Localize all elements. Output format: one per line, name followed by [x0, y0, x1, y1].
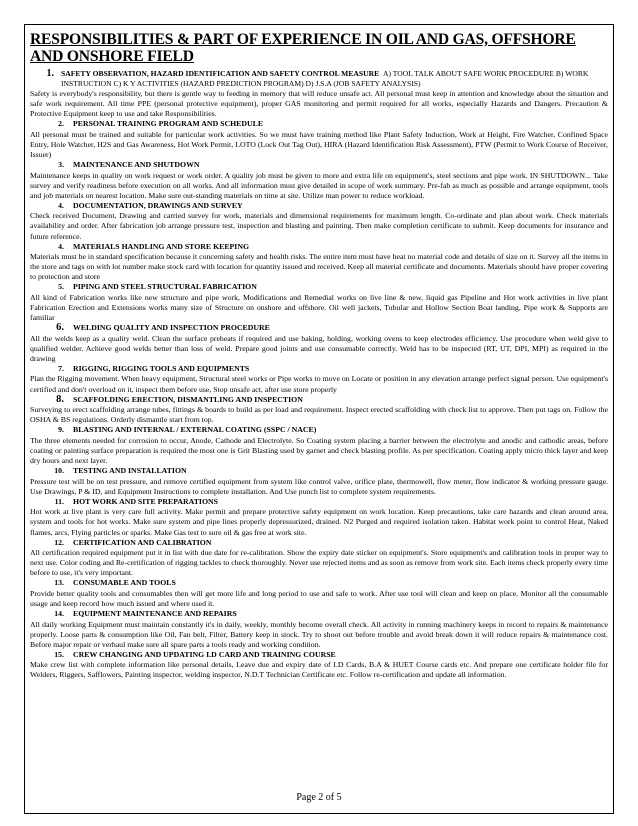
section-body-2: All personal must be trained and suitable for particular work activities. So we must have training method like Plant Safety Induction, Work at Height, Fire Watcher, Confined Space Entry, Hole Watcher, H2S and Gas Awareness, Hot Work Permit, LOTO (Lock Out Tag Out), HIRA (Hazard Identification Risk Assessment), PTW (Permit to Work Course of Receiver, Issuer) — [30, 129, 608, 159]
section-title: SAFETY OBSERVATION, HAZARD IDENTIFICATION AND SAFETY CONTROL MEASURE — [61, 69, 380, 78]
section-heading-6 — [44, 282, 608, 293]
section-number: 14. — [54, 609, 64, 619]
section-number: 2. — [58, 119, 64, 129]
section-heading-5 — [44, 242, 608, 253]
section-number: 4. — [58, 200, 64, 210]
section-number: 4. — [58, 241, 64, 251]
section-number: 3. — [58, 160, 64, 170]
section-heading-10 — [44, 425, 608, 436]
section-body-10: The three elements needed for corrosion to occur, Anode, Cathode and Electrolyte. So Coating system placing a barrier between the electrolyte and anodic and cathodic areas, before coating or painting surface preparation is required the most one is Grit Blasting used by garnet and check blasting profile. As per specification. Coating apply micro thick layer and keep dry hours and next layer. — [30, 435, 608, 466]
section-heading-4 — [44, 201, 608, 212]
section-body-4: Check received Document, Drawing and carried survey for work, materials and dimensional requirements for maximum length. Co-ordinate and plan about work. Check materials availability and order. After fabrication job arrange pressure test, inspection and blasting and painting. Then make completion certificate to submit. Keep documents for insurance and future reference. — [30, 211, 608, 241]
section-body-8: Plan the Rigging movement. When heavy equipment, Structural steel works or Pipe works to move on Locate or position in any elevation arrange perfect signal person. Use equipment's certified and don't overload on it, inspect them before use, Stop unsafe act, after use store properly — [30, 374, 608, 394]
section-title: BLASTING AND INTERNAL / EXTERNAL COATING (SSPC / NACE) — [73, 425, 317, 435]
section-body-1: Safety is everybody's responsibility, but there is gentle way to feeding in memory that will reduce unsafe act. All personal must keep in attention and knowledge about the situation and safe work requirement. All time PPE (personal protective equipment), proper GAS monitoring and permit required for all works, especially Hazards and Dangers. Precaution & Protective Equipment keep to use and take Responsibilities. — [30, 89, 608, 119]
page-content — [25, 25, 613, 681]
section-number: 11. — [54, 496, 64, 506]
section-body-12: Hot work at live plant is very care full activity. Make permit and prepare protective safety equipment on work location. Keep precautions, take care hazards and clean around area, system and tools for hot works. Make sure system and pipe lines properly depressurized, drained. N2 Purged and required isolation taken. Habitat work point to control Heat, Naked flames, arcs, Flying particles or sparks. Make Gas test to sure oil & gas free at work site. — [30, 507, 608, 537]
section-heading-15 — [44, 609, 608, 620]
section-body-15: All daily working Equipment must maintain constantly it's in daily, weekly, monthly become overall check. All activity in running machinery keeps in record to repairs & maintenance properly. Loose parts & consumption like Oil, Fan belt, Filter, Battery keep in stock. Try to shoot out before trouble and avoid break down it will reduce repairs & maintenance cost. Before major repair or verhaul make sure all spare parts a tools ready and working condition. — [30, 619, 608, 649]
section-body-14: Provide better quality tools and consumables then will get more life and long period to use and safe to work. After use tool will clean and keep on place. Monitor all the consumable usage and keep record how much issued and where used it. — [30, 588, 608, 608]
section-heading-3 — [44, 160, 608, 171]
section-heading-13 — [44, 538, 608, 549]
section-title: RIGGING, RIGGING TOOLS AND EQUIPMENTS — [73, 363, 250, 373]
section-title: MATERIALS HANDLING AND STORE KEEPING — [73, 241, 250, 251]
section-number: 9. — [58, 425, 64, 435]
section-title: TESTING AND INSTALLATION — [73, 466, 187, 476]
section-heading-2 — [44, 119, 608, 130]
section-heading-14 — [44, 578, 608, 589]
section-body-13: All certification required equipment put it in list with due date for re-calibration. Show the expiry date sticker on equipment's. Store equipment's and calibration tools in proper way to next use. Color coding and Re-certification of rigging tackles to check thoroughly. Never use rejected items and as soon as remove from work site. Each items check properly every time before to use, it's very important. — [30, 548, 608, 578]
section-heading-text — [61, 69, 608, 89]
section-body-11: Pressure test will be on test pressure, and remove certified equipment from system like control valve, orifice plate, thermowell, flow meter, flow indicator & working pressure gauge. Use Drawings, P & ID, and Equipment Instructions to complete installation. And Use punch list to complete system requirements. — [30, 476, 608, 496]
section-number: 12. — [54, 537, 64, 547]
section-title: EQUIPMENT MAINTENANCE AND REPAIRS — [73, 609, 237, 619]
section-title: HOT WORK AND SITE PREPARATIONS — [73, 496, 218, 506]
section-body-6: All kind of Fabrication works like new structure and pipe work, Modifications and Remedial works on live line & new, liquid gas Pipeline and Hot work activities in live plant Fabrication Erection and Extensions works many size of Structure on onshore and offshore. Oil well jackets, Tubular and Hollow Section Boat landing, Pipe work & Supports are familiar — [30, 292, 608, 323]
section-number: 6. — [56, 322, 64, 334]
section-number: 8. — [56, 393, 64, 405]
section-title: SCAFFOLDING ERECTION, DISMANTLING AND INSPECTION — [73, 394, 303, 404]
section-subtitle: A) TOOL TALK ABOUT SAFE WORK PROCEDURE B) WORK INSTRUCTION C) K Y ACTIVITIES (HAZARD PREDICTION PROGRAM) D) J.S.A (JOB SAFETY ANALYSIS) — [61, 69, 589, 88]
section-number: 1. — [46, 68, 54, 79]
section-body-16: Make crew list with complete information like personal details, Leave due and expiry date of I.D Cards, B.A & HUET Course cards etc. And prepare one certificate holder file for Welders, Riggers, Safflowers, Painting inspector, welding inspector, N.D.T Technician Certificate etc. Follow re-certification and update all information. — [30, 660, 608, 680]
section-heading-11 — [44, 466, 608, 477]
section-heading-7 — [44, 323, 608, 334]
section-heading-1 — [30, 69, 608, 89]
section-title: CREW CHANGING AND UPDATING I.D CARD AND TRAINING COURSE — [73, 649, 336, 659]
section-heading-8 — [44, 364, 608, 375]
section-body-3: Maintenance keeps in quality on work request or work order. A quality job must be given to more and extra life on equipment's, steel sections and pipe work. IN SHUTDOWN... Take survey and verify readiness before execution on all works. And all information must give detailed in scope of work summary. Pre-fab as much as possible and arrange equipment, tools and job materials on nearest location. Make sure out-standing materials on time at site. Utilize man power to reduce workload. — [30, 170, 608, 200]
section-number: 7. — [58, 363, 64, 373]
section-number: 15. — [54, 649, 64, 659]
section-title: MAINTENANCE AND SHUTDOWN — [73, 160, 200, 170]
page-number: Page 2 of 5 — [296, 792, 342, 803]
section-number: 13. — [54, 578, 64, 588]
section-heading-9 — [44, 395, 608, 406]
section-body-9: Surveying to erect scaffolding arrange tubes, fittings & boards to build as per load and requirement. Inspect erected scaffolding with check list to approve. Then put tags on. Follow the OSHA & BS regulations. Orderly dismantle start from top. — [30, 405, 608, 425]
section-title: PIPING AND STEEL STRUCTURAL FABRICATION — [73, 282, 257, 292]
document-page — [24, 24, 614, 814]
section-body-5: Materials must be in standard specification because it concerning safety and health risks. The entire item must have heat no material code and details of size on it. Survey all the items in the store and tags on with lot number make stock card with location for quantity issued and received. Keep all material certificate and documents. Materials should have proper covering to protection and store — [30, 252, 608, 282]
section-title: WELDING QUALITY AND INSPECTION PROCEDURE — [73, 323, 270, 333]
section-heading-12 — [44, 497, 608, 508]
section-number: 10. — [54, 466, 64, 476]
section-title: CONSUMABLE AND TOOLS — [73, 578, 176, 588]
page-title: RESPONSIBILITIES & PART OF EXPERIENCE IN OIL AND GAS, OFFSHORE AND ONSHORE FIELD — [30, 31, 576, 65]
section-title: DOCUMENTATION, DRAWINGS AND SURVEY — [73, 200, 243, 210]
section-title: CERTIFICATION AND CALIBRATION — [73, 537, 212, 547]
section-title: PERSONAL TRAINING PROGRAM AND SCHEDULE — [73, 119, 264, 129]
section-number: 5. — [58, 282, 64, 292]
section-body-7: All the welds keep as a quality weld. Clean the surface preheats if required and use baking, holding, working ovens to keep electrodes efficiency. Use procedure when weld give to qualified welder. Achieve good welds better than loss of weld. Prepare good joints and use consumable correctly. Weld has to be inspected (RT, UT, DPI, MPI) as required in the drawing — [30, 333, 608, 363]
section-heading-16 — [44, 650, 608, 661]
